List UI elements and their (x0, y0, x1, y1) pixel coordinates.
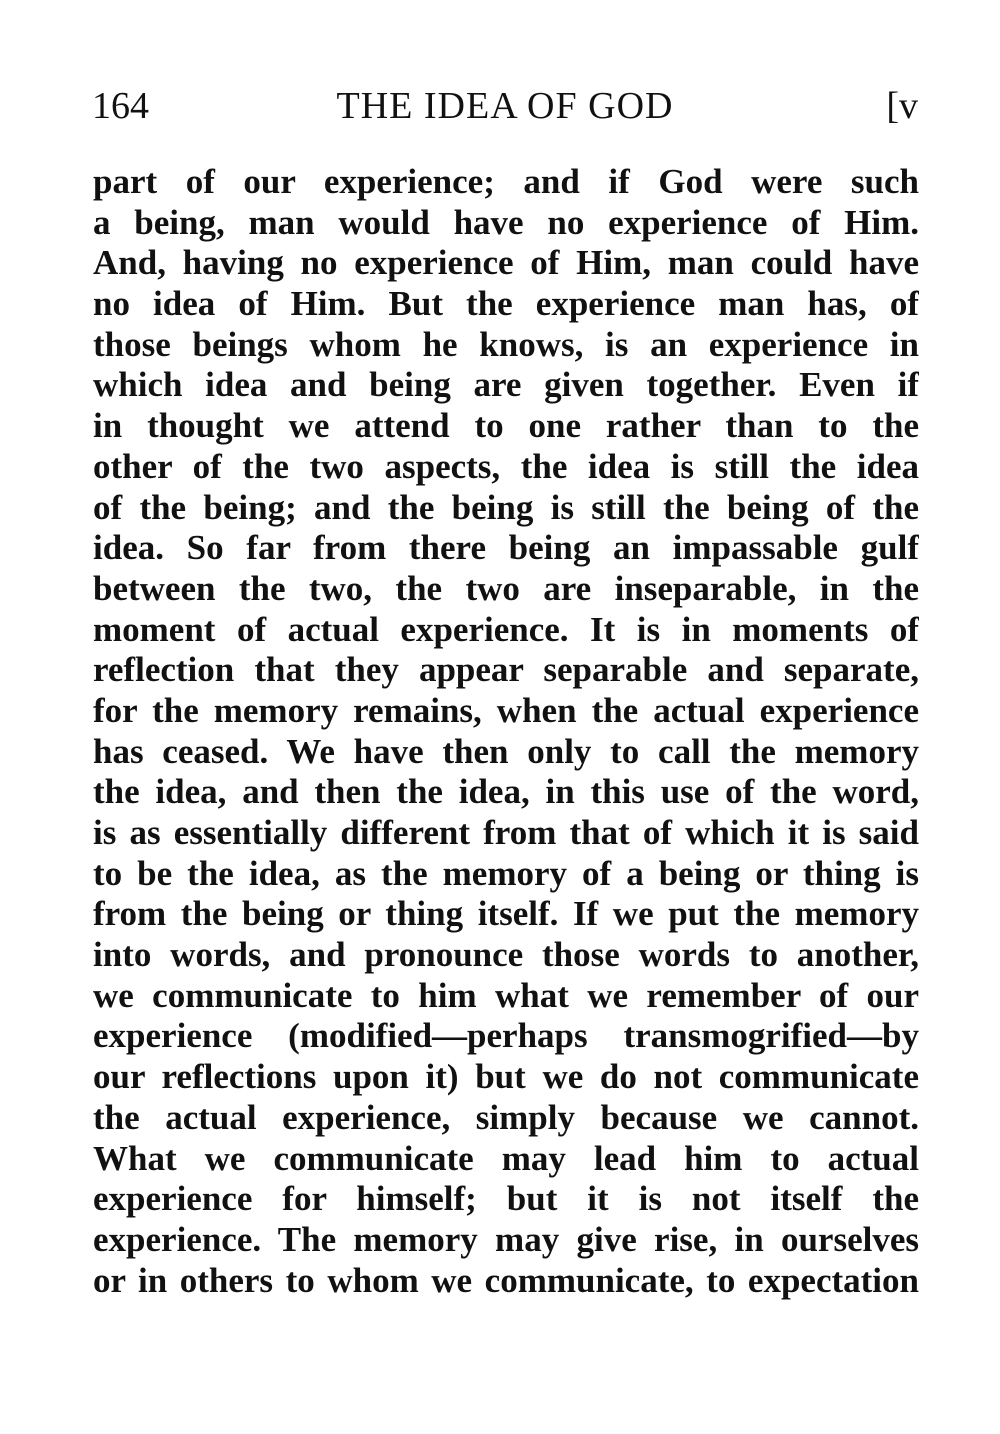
text-line: experience (modified—perhaps transmogrified—by (93, 1016, 919, 1056)
text-line: of the being; and the being is still the being of the (93, 487, 919, 527)
text-line: reflection that they appear separable and separate, (93, 650, 919, 690)
text-line: in thought we attend to one rather than to the (93, 406, 919, 446)
text-line: experience for himself; but it is not itself the (93, 1179, 919, 1219)
text-line: which idea and being are given together. Even if (93, 365, 919, 405)
text-line: a being, man would have no experience of Him. (93, 202, 919, 242)
text-line: no idea of Him. But the experience man has, of (93, 284, 919, 324)
text-line: for the memory remains, when the actual experience (93, 690, 919, 730)
body-text (93, 162, 919, 1301)
text-line: those beings whom he knows, is an experience in (93, 324, 919, 364)
text-line: other of the two aspects, the idea is still the idea (93, 446, 919, 486)
page-number: 164 (92, 85, 149, 127)
text-line: moment of actual experience. It is in moments of (93, 609, 919, 649)
text-line: to be the idea, as the memory of a being or thing is (93, 853, 919, 893)
text-line: or in others to whom we communicate, to expectation (93, 1260, 919, 1300)
text-line: idea. So far from there being an impassable gulf (93, 528, 919, 568)
text-line: experience. The memory may give rise, in ourselves (93, 1219, 919, 1259)
running-header (92, 84, 918, 128)
text-line: What we communicate may lead him to actual (93, 1138, 919, 1178)
text-line: has ceased. We have then only to call the memory (93, 731, 919, 771)
running-title: THE IDEA OF GOD (336, 85, 674, 127)
text-line: we communicate to him what we remember of our (93, 975, 919, 1015)
text-line: And, having no experience of Him, man could have (93, 243, 919, 283)
text-line: is as essentially different from that of which it is said (93, 813, 919, 852)
text-line: part of our experience; and if God were such (93, 162, 919, 201)
text-line: between the two, the two are inseparable, in the (93, 568, 919, 608)
text-line: into words, and pronounce those words to another, (93, 935, 919, 975)
text-line: the idea, and then the idea, in this use of the word, (93, 772, 919, 812)
text-line: our reflections upon it) but we do not communicate (93, 1057, 919, 1097)
text-line: the actual experience, simply because we cannot. (93, 1097, 919, 1137)
chapter-mark: [v (886, 85, 918, 127)
text-line: from the being or thing itself. If we put the memory (93, 894, 919, 934)
